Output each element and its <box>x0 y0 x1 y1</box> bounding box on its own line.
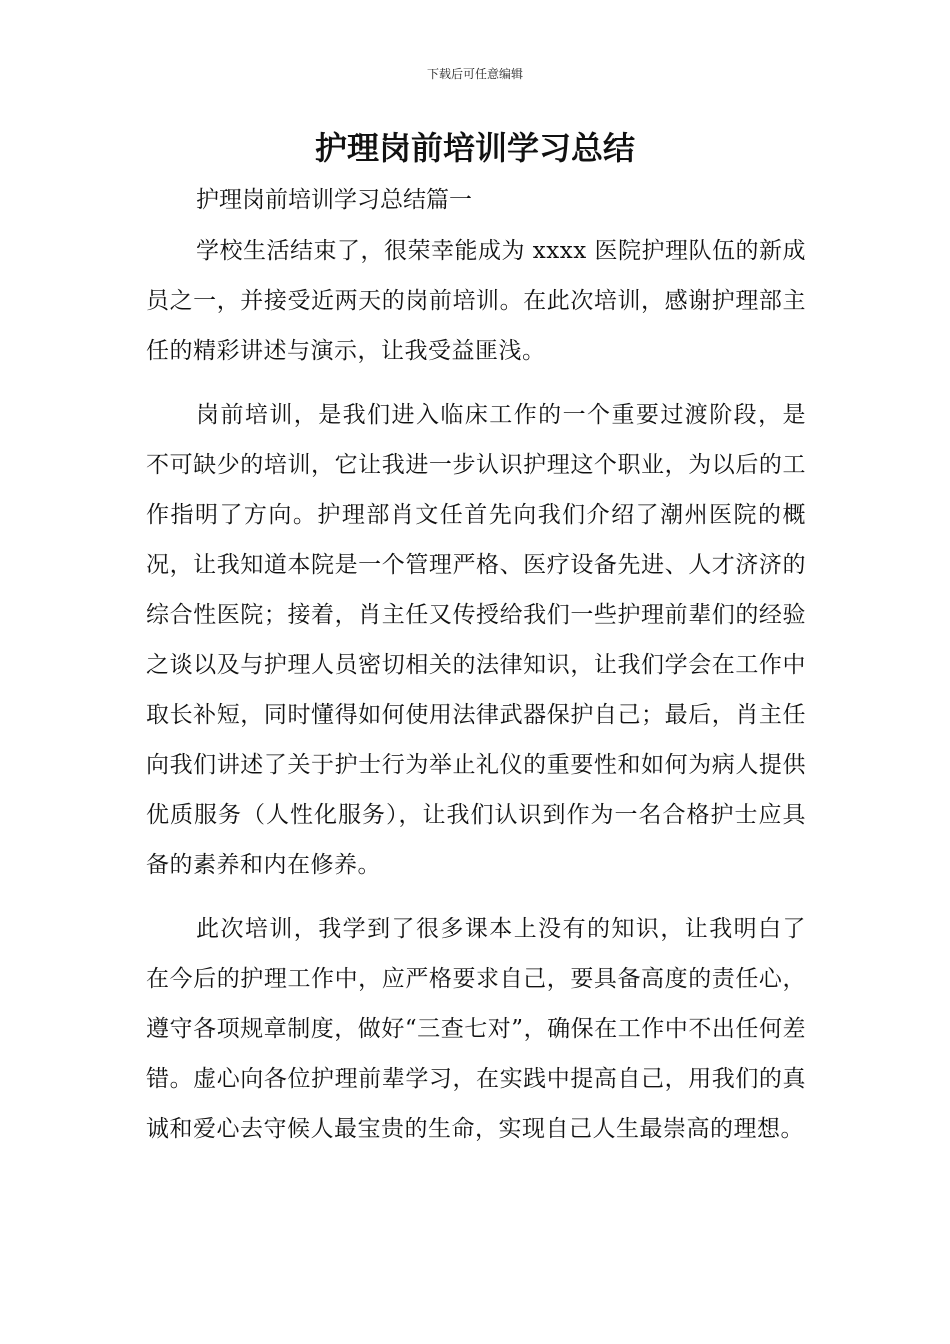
document-subtitle: 护理岗前培训学习总结篇一 <box>196 187 472 213</box>
paragraph-1: 学校生活结束了，很荣幸能成为 xxxx 医院护理队伍的新成员之一，并接受近两天的岗前培训。在此次培训，感谢护理部主任的精彩讲述与演示，让我受益匪浅。 <box>146 238 807 364</box>
document-title: 护理岗前培训学习总结 <box>314 129 635 167</box>
paragraph-2: 岗前培训，是我们进入临床工作的一个重要过渡阶段，是不可缺少的培训，它让我进一步认识护理这个职业，为以后的工作指明了方向。护理部肖文任首先向我们介绍了潮州医院的概况，让我知道本院是一个管理严格、医疗设备先进、人才济济的综合性医院；接着，肖主任又传授给我们一些护理前辈们的经验之谈以及与护理人员密切相关的法律知识，让我们学会在工作中取长补短，同时懂得如何使用法律武器保护自己；最后，肖主任向我们讲述了关于护士行为举止礼仪的重要性和如何为病人提供优质服务（人性化服务），让我们认识到作为一名合格护士应具备的素养和内在修养。 <box>146 402 806 878</box>
document-body <box>146 226 806 1168</box>
header-note: 下载后可任意编辑 <box>426 67 523 81</box>
paragraph-3: 此次培训，我学到了很多课本上没有的知识，让我明白了在今后的护理工作中，应严格要求自己，要具备高度的责任心，遵守各项规章制度，做好“三查七对”，确保在工作中不出任何差错。虚心向各位护理前辈学习，在实践中提高自己，用我们的真诚和爱心去守候人最宝贵的生命，实现自己人生最崇高的理想。 <box>146 916 806 1142</box>
